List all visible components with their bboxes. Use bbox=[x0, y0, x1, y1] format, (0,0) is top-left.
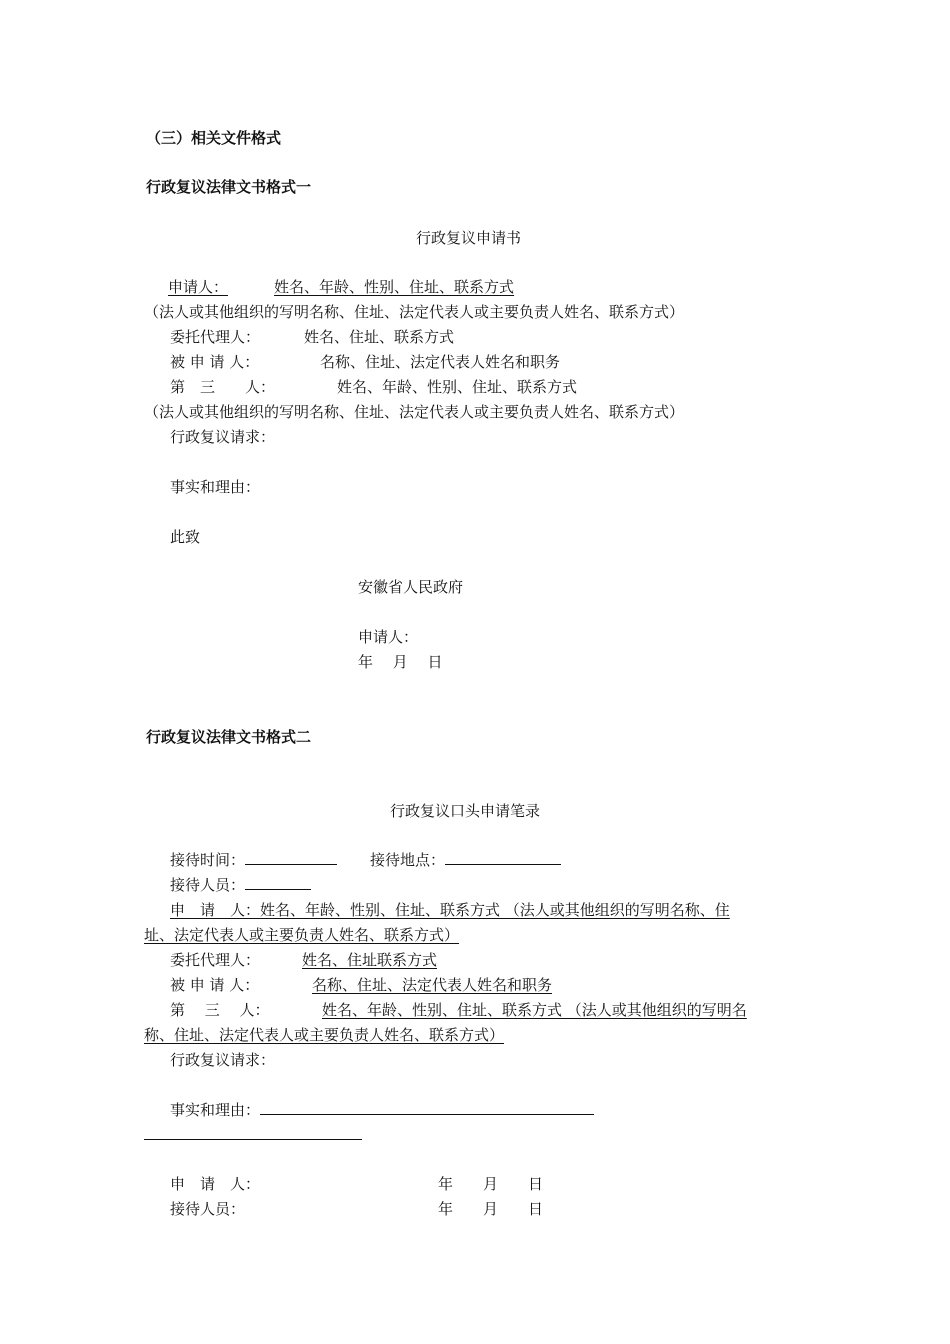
format2-place-row bbox=[370, 850, 561, 870]
format2-place-label: 接待地点： bbox=[370, 851, 446, 869]
format2-staff-label: 接待人员： bbox=[170, 876, 246, 894]
facts-blank-continuation[interactable] bbox=[144, 1139, 362, 1140]
format2-respondent-value-row bbox=[304, 975, 552, 995]
format1-third-value: 姓名、年龄、性别、住址、联系方式 bbox=[337, 378, 578, 396]
section-heading: （三）相关文件格式 bbox=[146, 129, 282, 147]
format2-request-label: 行政复议请求： bbox=[170, 1051, 276, 1069]
format1-signer-label: 申请人： bbox=[358, 628, 419, 646]
format2-agent-value-row bbox=[296, 950, 475, 970]
format2-third-value: 姓名、年龄、性别、住址、联系方式 （法人或其他组织的写明名 bbox=[322, 1001, 747, 1019]
format1-title: 行政复议申请书 bbox=[416, 229, 522, 247]
format2-agent-value: 姓名、住址联系方式 bbox=[302, 951, 438, 969]
format1-request-label: 行政复议请求： bbox=[170, 428, 276, 446]
staff-blank[interactable] bbox=[245, 875, 311, 890]
format1-date-line: 年 月 日 bbox=[358, 653, 443, 671]
format1-agent-value: 姓名、住址、联系方式 bbox=[304, 328, 455, 346]
format1-regards: 此致 bbox=[170, 528, 201, 546]
format2-facts-row bbox=[170, 1100, 594, 1120]
format1-respondent-value: 名称、住址、法定代表人姓名和职务 bbox=[320, 353, 561, 371]
time-blank[interactable] bbox=[245, 850, 337, 865]
format1-applicant-label: 申请人： bbox=[168, 278, 229, 296]
format2-staff-row bbox=[170, 875, 311, 895]
format2-time-label: 接待时间： bbox=[170, 851, 246, 869]
format2-third-line2-row bbox=[144, 1025, 526, 1045]
format1-applicant-value: 姓名、年龄、性别、住址、联系方式 bbox=[274, 278, 515, 296]
format2-title: 行政复议口头申请笔录 bbox=[390, 802, 541, 820]
format2-time-row bbox=[170, 850, 337, 870]
format2-third-line2: 称、住址、法定代表人或主要负责人姓名、联系方式） bbox=[144, 1026, 505, 1044]
format2-sign-applicant-label: 申 请 人： bbox=[170, 1175, 261, 1193]
format2-respondent-value: 名称、住址、法定代表人姓名和职务 bbox=[312, 976, 553, 994]
format1-respondent-label: 被 申 请 人： bbox=[170, 353, 260, 371]
format2-applicant-text: 申 请 人：姓名、年龄、性别、住址、联系方式 （法人或其他组织的写明名称、住 bbox=[170, 901, 730, 919]
format2-respondent-label: 被 申 请 人： bbox=[170, 976, 260, 994]
format2-third-label: 第 三 人： bbox=[170, 1001, 270, 1019]
format2-third-value-row bbox=[316, 1000, 747, 1020]
format2-applicant-line2-text: 址、法定代表人或主要负责人姓名、联系方式） bbox=[144, 926, 460, 944]
format1-applicant-row bbox=[168, 277, 530, 297]
format2-sign-staff-label: 接待人员： bbox=[170, 1200, 246, 1218]
format1-agent-label: 委托代理人： bbox=[170, 328, 261, 346]
format2-sign-staff-date: 年 月 日 bbox=[438, 1200, 544, 1218]
format2-heading: 行政复议法律文书格式二 bbox=[146, 728, 312, 746]
format2-facts-label: 事实和理由： bbox=[170, 1101, 261, 1119]
place-blank[interactable] bbox=[445, 850, 561, 865]
format2-applicant-line2 bbox=[144, 925, 481, 945]
format1-org-note-1: （法人或其他组织的写明名称、住址、法定代表人或主要负责人姓名、联系方式） bbox=[144, 303, 685, 321]
format1-third-label: 第 三 人： bbox=[170, 378, 276, 396]
format1-org-note-2: （法人或其他组织的写明名称、住址、法定代表人或主要负责人姓名、联系方式） bbox=[144, 403, 685, 421]
format2-sign-applicant-date: 年 月 日 bbox=[438, 1175, 544, 1193]
format2-applicant-line1 bbox=[170, 900, 810, 920]
format1-recipient: 安徽省人民政府 bbox=[358, 578, 464, 596]
format1-facts-label: 事实和理由： bbox=[170, 478, 261, 496]
facts-blank[interactable] bbox=[260, 1100, 594, 1115]
format2-agent-label: 委托代理人： bbox=[170, 951, 261, 969]
format1-heading: 行政复议法律文书格式一 bbox=[146, 178, 312, 196]
